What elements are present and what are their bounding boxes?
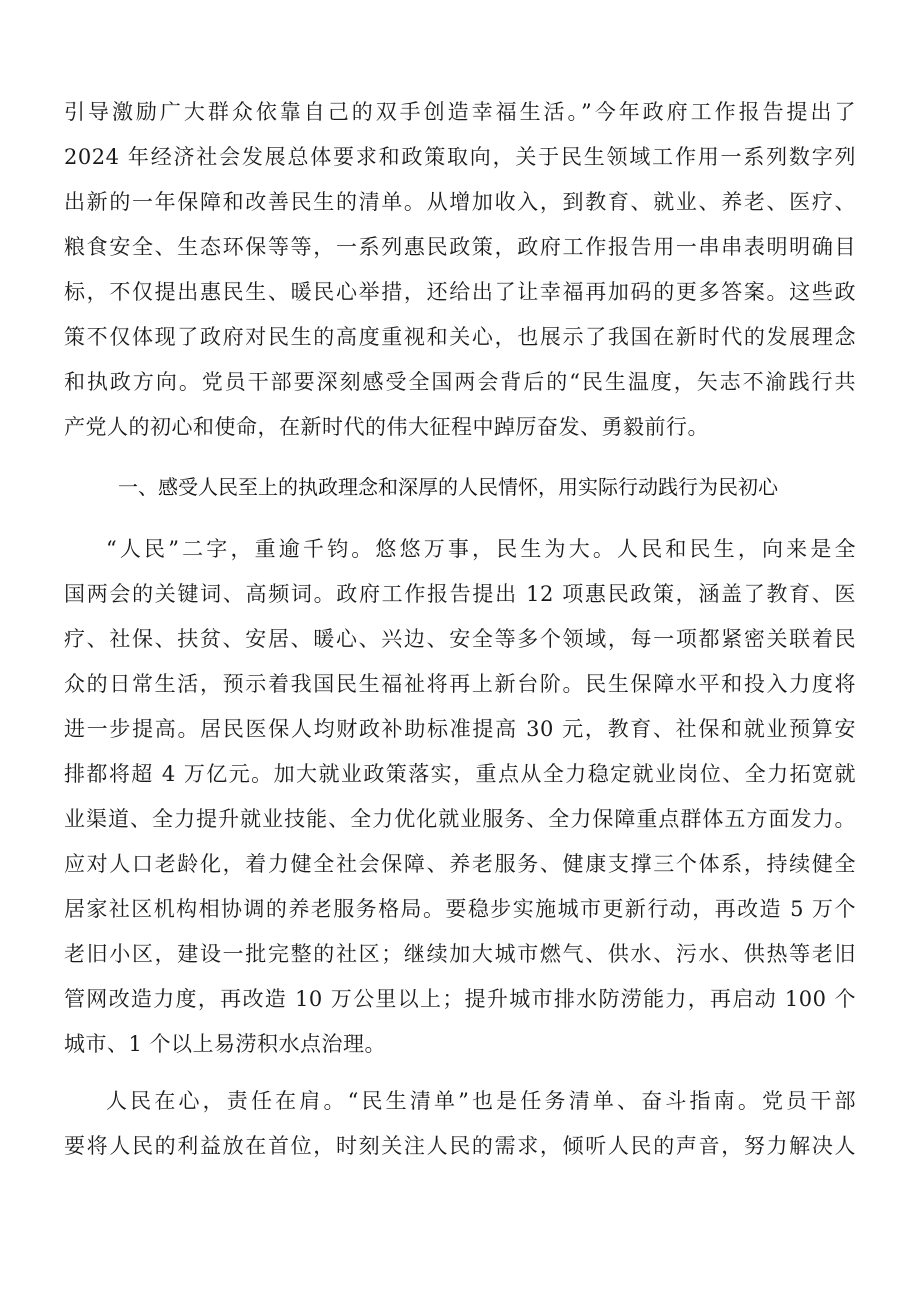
paragraph-2-line-4: 众的日常生活，预示着我国民生福祉将再上新台阶。民生保障水平和投入力度将 bbox=[64, 672, 856, 696]
paragraph-1-line-5: 标，不仅提出惠民生、暖民心举措，还给出了让幸福再加码的更多答案。这些政 bbox=[64, 280, 856, 304]
paragraph-2-line-2: 国两会的关键词、高频词。政府工作报告提出 12 项惠民政策，涵盖了教育、医 bbox=[64, 582, 856, 606]
paragraph-2-line-7: 业渠道、全力提升就业技能、全力优化就业服务、全力保障重点群体五方面发力。 bbox=[64, 807, 856, 831]
paragraph-2-line-10: 老旧小区，建设一批完整的社区；继续加大城市燃气、供水、污水、供热等老旧 bbox=[64, 942, 856, 966]
paragraph-2-line-9: 居家社区机构相协调的养老服务格局。要稳步实施城市更新行动，再改造 5 万个 bbox=[64, 897, 856, 921]
section-heading: 一、感受人民至上的执政理念和深厚的人民情怀，用实际行动践行为民初心 bbox=[118, 475, 778, 499]
paragraph-1-line-4: 粮食安全、生态环保等等，一系列惠民政策，政府工作报告用一串串表明明确目 bbox=[64, 235, 856, 259]
paragraph-2-line-12: 城市、1 个以上易涝积水点治理。 bbox=[64, 1032, 387, 1056]
paragraph-2-line-5: 进一步提高。居民医保人均财政补助标准提高 30 元，教育、社保和就业预算安 bbox=[64, 717, 856, 741]
paragraph-2-line-3: 疗、社保、扶贫、安居、暖心、兴边、安全等多个领域，每一项都紧密关联着民 bbox=[64, 627, 856, 651]
paragraph-1-line-1: 引导激励广大群众依靠自己的双手创造幸福生活。”今年政府工作报告提出了 bbox=[64, 100, 856, 124]
paragraph-3-line-2: 要将人民的利益放在首位，时刻关注人民的需求，倾听人民的声音，努力解决人 bbox=[64, 1134, 856, 1158]
paragraph-2-line-11: 管网改造力度，再改造 10 万公里以上；提升城市排水防涝能力，再启动 100 个 bbox=[64, 987, 856, 1011]
paragraph-2-line-6: 排都将超 4 万亿元。加大就业政策落实，重点从全力稳定就业岗位、全力拓宽就 bbox=[64, 762, 856, 786]
paragraph-1-line-6: 策不仅体现了政府对民生的高度重视和关心，也展示了我国在新时代的发展理念 bbox=[64, 325, 856, 349]
paragraph-3-line-1: 人民在心，责任在肩。“民生清单”也是任务清单、奋斗指南。党员干部 bbox=[106, 1089, 856, 1113]
paragraph-2-line-1: “人民”二字，重逾千钧。悠悠万事，民生为大。人民和民生，向来是全 bbox=[106, 537, 856, 561]
paragraph-1-line-7: 和执政方向。党员干部要深刻感受全国两会背后的“民生温度，矢志不渝践行共 bbox=[64, 370, 856, 394]
paragraph-1-line-3: 出新的一年保障和改善民生的清单。从增加收入，到教育、就业、养老、医疗、 bbox=[64, 190, 856, 214]
paragraph-2-line-8: 应对人口老龄化，着力健全社会保障、养老服务、健康支撑三个体系，持续健全 bbox=[64, 852, 856, 876]
paragraph-1-line-2: 2024 年经济社会发展总体要求和政策取向，关于民生领域工作用一系列数字列 bbox=[64, 145, 856, 169]
paragraph-1-line-8: 产党人的初心和使命，在新时代的伟大征程中踔厉奋发、勇毅前行。 bbox=[64, 415, 709, 439]
